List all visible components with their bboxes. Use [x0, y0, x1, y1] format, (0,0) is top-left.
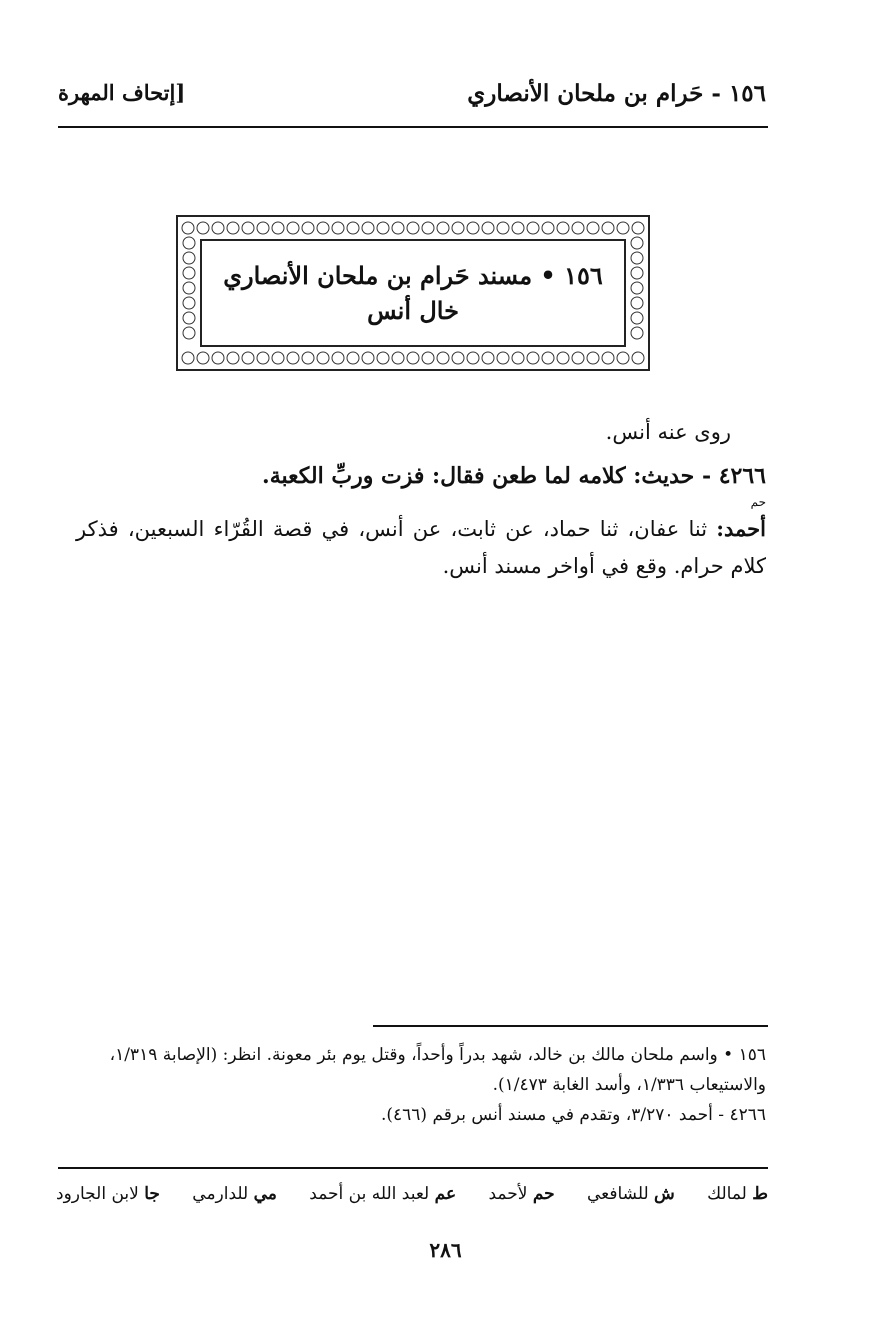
hadith-heading: ٤٢٦٦ - حديث: كلامه لما طعن فقال: فزت وربِّ الكعبة. — [262, 463, 766, 489]
header-rule — [58, 126, 768, 128]
ornamental-title-frame — [176, 215, 650, 371]
footnote: ٤٢٦٦ - أحمد ٣/٢٧٠، وتقدم في مسند أنس برقم (٤٦٦). — [380, 1105, 766, 1125]
source-symbol: حم — [750, 495, 766, 509]
hadith-body — [76, 510, 766, 585]
abbreviation-item: عم لعبد الله بن أحمد — [309, 1184, 457, 1204]
abbreviation-item: جا لابن الجارود — [56, 1184, 160, 1204]
hadith-text: ثنا عفان، ثنا حماد، عن ثابت، عن أنس، في قصة القُرّاء السبعين، فذكر كلام حرام. وقع في أواخر مسند أنس. — [76, 517, 766, 578]
narrator-line: روى عنه أنس. — [605, 420, 731, 444]
footnote-rule — [373, 1025, 768, 1027]
abbreviation-rule — [58, 1167, 768, 1169]
running-header-chapter: ١٥٦ - حَرام بن ملحان الأنصاري — [467, 80, 766, 107]
abbreviation-item: ش للشافعي — [586, 1184, 675, 1204]
abbreviation-key — [56, 1184, 768, 1204]
source-label: أحمد: — [716, 516, 766, 541]
abbreviation-item: مي للدارمي — [192, 1184, 277, 1204]
abbreviation-item: حم لأحمد — [488, 1184, 555, 1204]
page-number: ٢٨٦ — [429, 1238, 462, 1262]
footnote: ١٥٦ • واسم ملحان مالك بن خالد، شهد بدراً وأحداً، وقتل يوم بئر معونة. انظر: (الإصابة ١/٣١٩، والاستيعاب ١/٣٣٦، وأسد الغابة ١/٤٧٣). — [109, 1045, 766, 1095]
title-box — [200, 239, 626, 347]
running-header-book: [إتحاف المهرة — [58, 80, 186, 105]
musnad-subtitle: خال أنس — [367, 296, 459, 325]
abbreviation-item: ط لمالك — [707, 1184, 768, 1204]
footnotes — [66, 1040, 766, 1130]
musnad-title: ١٥٦ • مسند حَرام بن ملحان الأنصاري — [223, 261, 603, 290]
